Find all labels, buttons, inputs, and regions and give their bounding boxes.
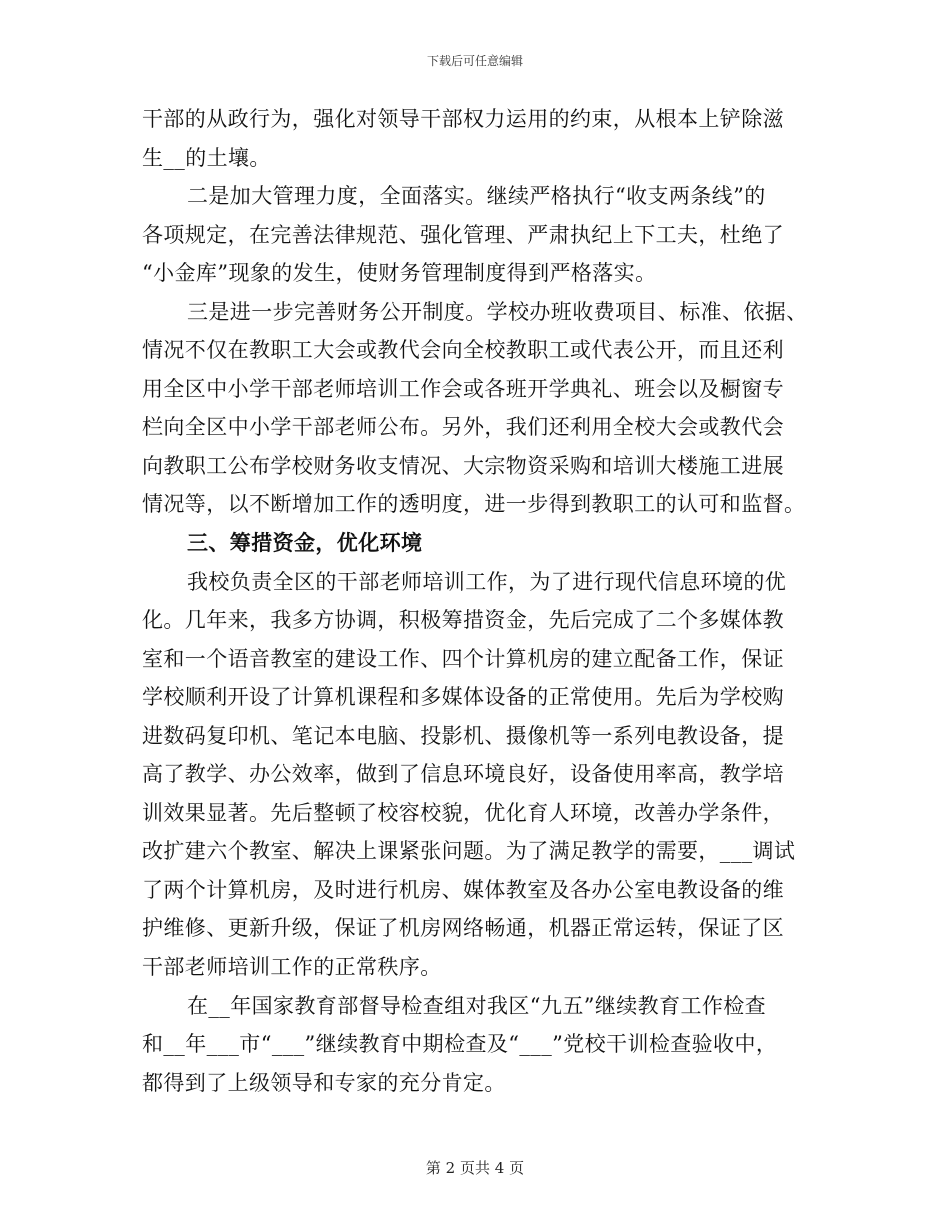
text-line: 化。几年来，我多方协调，积极筹措资金，先后完成了二个多媒体教	[142, 608, 784, 633]
section-heading: 三、筹措资金，优化环境	[187, 531, 423, 556]
document-body	[142, 100, 842, 1102]
text-line: 了两个计算机房，及时进行机房、媒体教室及各办公室电教设备的维	[142, 877, 784, 902]
text-line: 干部的从政行为，强化对领导干部权力运用的约束，从根本上铲除滋	[142, 107, 784, 131]
text-line: 我校负责全区的干部老师培训工作，为了进行现代信息环境的优	[187, 569, 787, 594]
text-line: 情况不仅在教职工大会或教代会向全校教职工或代表公开，而且还利	[142, 338, 784, 363]
page-header: 下载后可任意编辑	[426, 54, 523, 68]
page-footer: 第 2 页共 4 页	[425, 1159, 525, 1177]
text-line: 训效果显著。先后整顿了校容校貌，优化育人环境，改善办学条件，	[142, 800, 784, 825]
text-line: 在__年国家教育部督导检查组对我区“九五”继续教育工作检查	[187, 993, 767, 1018]
text-line: 三是进一步完善财务公开制度。学校办班收费项目、标准、依据、	[187, 299, 808, 324]
text-line: 室和一个语音教室的建设工作、四个计算机房的建立配备工作，保证	[142, 646, 784, 671]
text-line: 用全区中小学干部老师培训工作会或各班开学典礼、班会以及橱窗专	[142, 376, 784, 401]
text-line: 进数码复印机、笔记本电脑、投影机、摄像机等一系列电教设备，提	[142, 723, 784, 748]
text-line: 向教职工公布学校财务收支情况、大宗物资采购和培训大楼施工进展	[142, 453, 784, 478]
text-line: 干部老师培训工作的正常秩序。	[142, 955, 442, 980]
text-line: 改扩建六个教室、解决上课紧张问题。为了满足教学的需要，___调试	[142, 839, 796, 864]
text-line: 高了教学、办公效率，做到了信息环境良好，设备使用率高，教学培	[142, 762, 784, 787]
text-line: 二是加大管理力度，全面落实。继续严格执行“收支两条线”的	[187, 184, 766, 209]
text-line: 生__的土壤。	[142, 145, 271, 170]
text-line: 栏向全区中小学干部老师公布。另外，我们还利用全校大会或教代会	[142, 415, 784, 440]
text-line: 都得到了上级领导和专家的充分肯定。	[142, 1070, 506, 1095]
text-line: 各项规定，在完善法律规范、强化管理、严肃执纪上下工夫，杜绝了	[142, 222, 784, 247]
text-line: 护维修、更新升级，保证了机房网络畅通，机器正常运转，保证了区	[142, 916, 784, 941]
text-line: 学校顺利开设了计算机课程和多媒体设备的正常使用。先后为学校购	[142, 685, 784, 710]
text-line: “小金库”现象的发生，使财务管理制度得到严格落实。	[142, 261, 657, 286]
text-line: 和__年___市“___”继续教育中期检查及“___”党校干训检查验收中，	[142, 1032, 778, 1057]
text-line: 情况等，以不断增加工作的透明度，进一步得到教职工的认可和监督。	[142, 492, 806, 517]
